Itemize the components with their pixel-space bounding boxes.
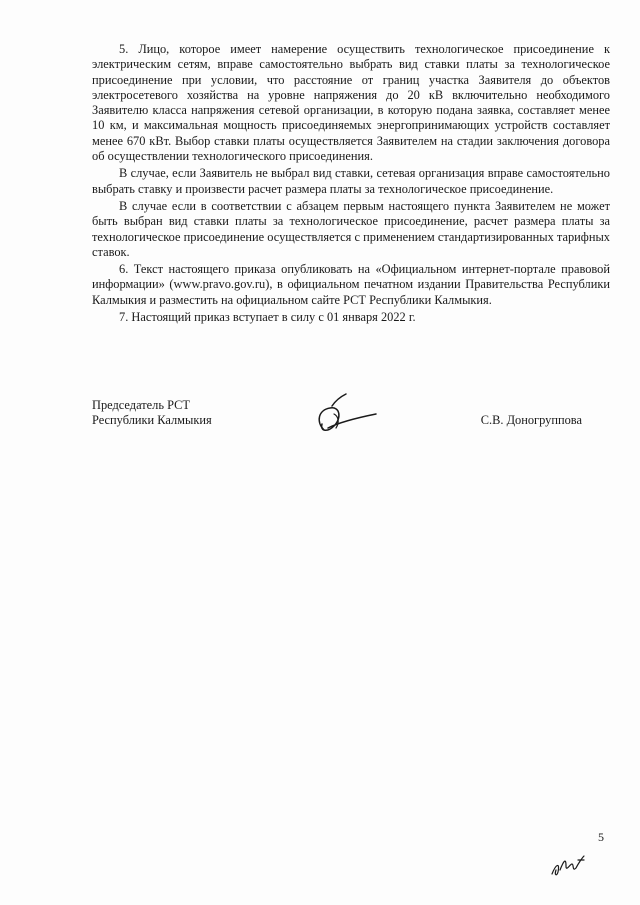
signatory-title: Председатель РСТ Республики Калмыкия <box>92 398 212 428</box>
document-body <box>92 42 610 327</box>
signature-block <box>92 398 610 438</box>
paragraph-6: 6. Текст настоящего приказа опубликовать на «Официальном интернет-портале правовой информации» (www.pravo.gov.ru), в официальном печатном издании Правительства Республики Калмыкия и разместить на официальном сайте РСТ Республики Калмыкия. <box>92 262 610 307</box>
handwritten-signature <box>310 392 380 438</box>
paragraph-5-case-not-chosen: В случае, если Заявитель не выбрал вид ставки, сетевая организация вправе самостоятельно выбрать ставку и произвести расчет размера платы за технологическое присоединение. <box>92 166 610 196</box>
paragraph-7: 7. Настоящий приказ вступает в силу с 01 января 2022 г. <box>119 310 416 325</box>
paragraph-5: 5. Лицо, которое имеет намерение осуществить технологическое присоединение к электрическим сетям, вправе самостоятельно выбрать вид ставки платы за технологическое присоединение при условии, что расстояние от границ участка Заявителя до объектов электросетевого хозяйства на уровне напряжения до 20 кВ включительно необходимого Заявителю класса напряжения сетевой организации, в которую подана заявка, составляет менее 10 км, и максимальная мощность присоединяемых энергопринимающих устройств составляет менее 670 кВт. Выбор ставки платы осуществляется Заявителем на стадии заключения договора об осуществлении технологического присоединения. <box>92 42 610 164</box>
paragraph-5-case-standard-rates: В случае если в соответствии с абзацем первым настоящего пункта Заявителем не может быть выбран вид ставки платы за технологическое присоединение, расчет размера платы за технологическое присоединение осуществляется с применением стандартизированных тарифных ставок. <box>92 198 610 259</box>
handwritten-initials <box>548 852 588 880</box>
signatory-name: С.В. Доногруппова <box>480 413 582 427</box>
page-number: 5 <box>598 830 604 844</box>
